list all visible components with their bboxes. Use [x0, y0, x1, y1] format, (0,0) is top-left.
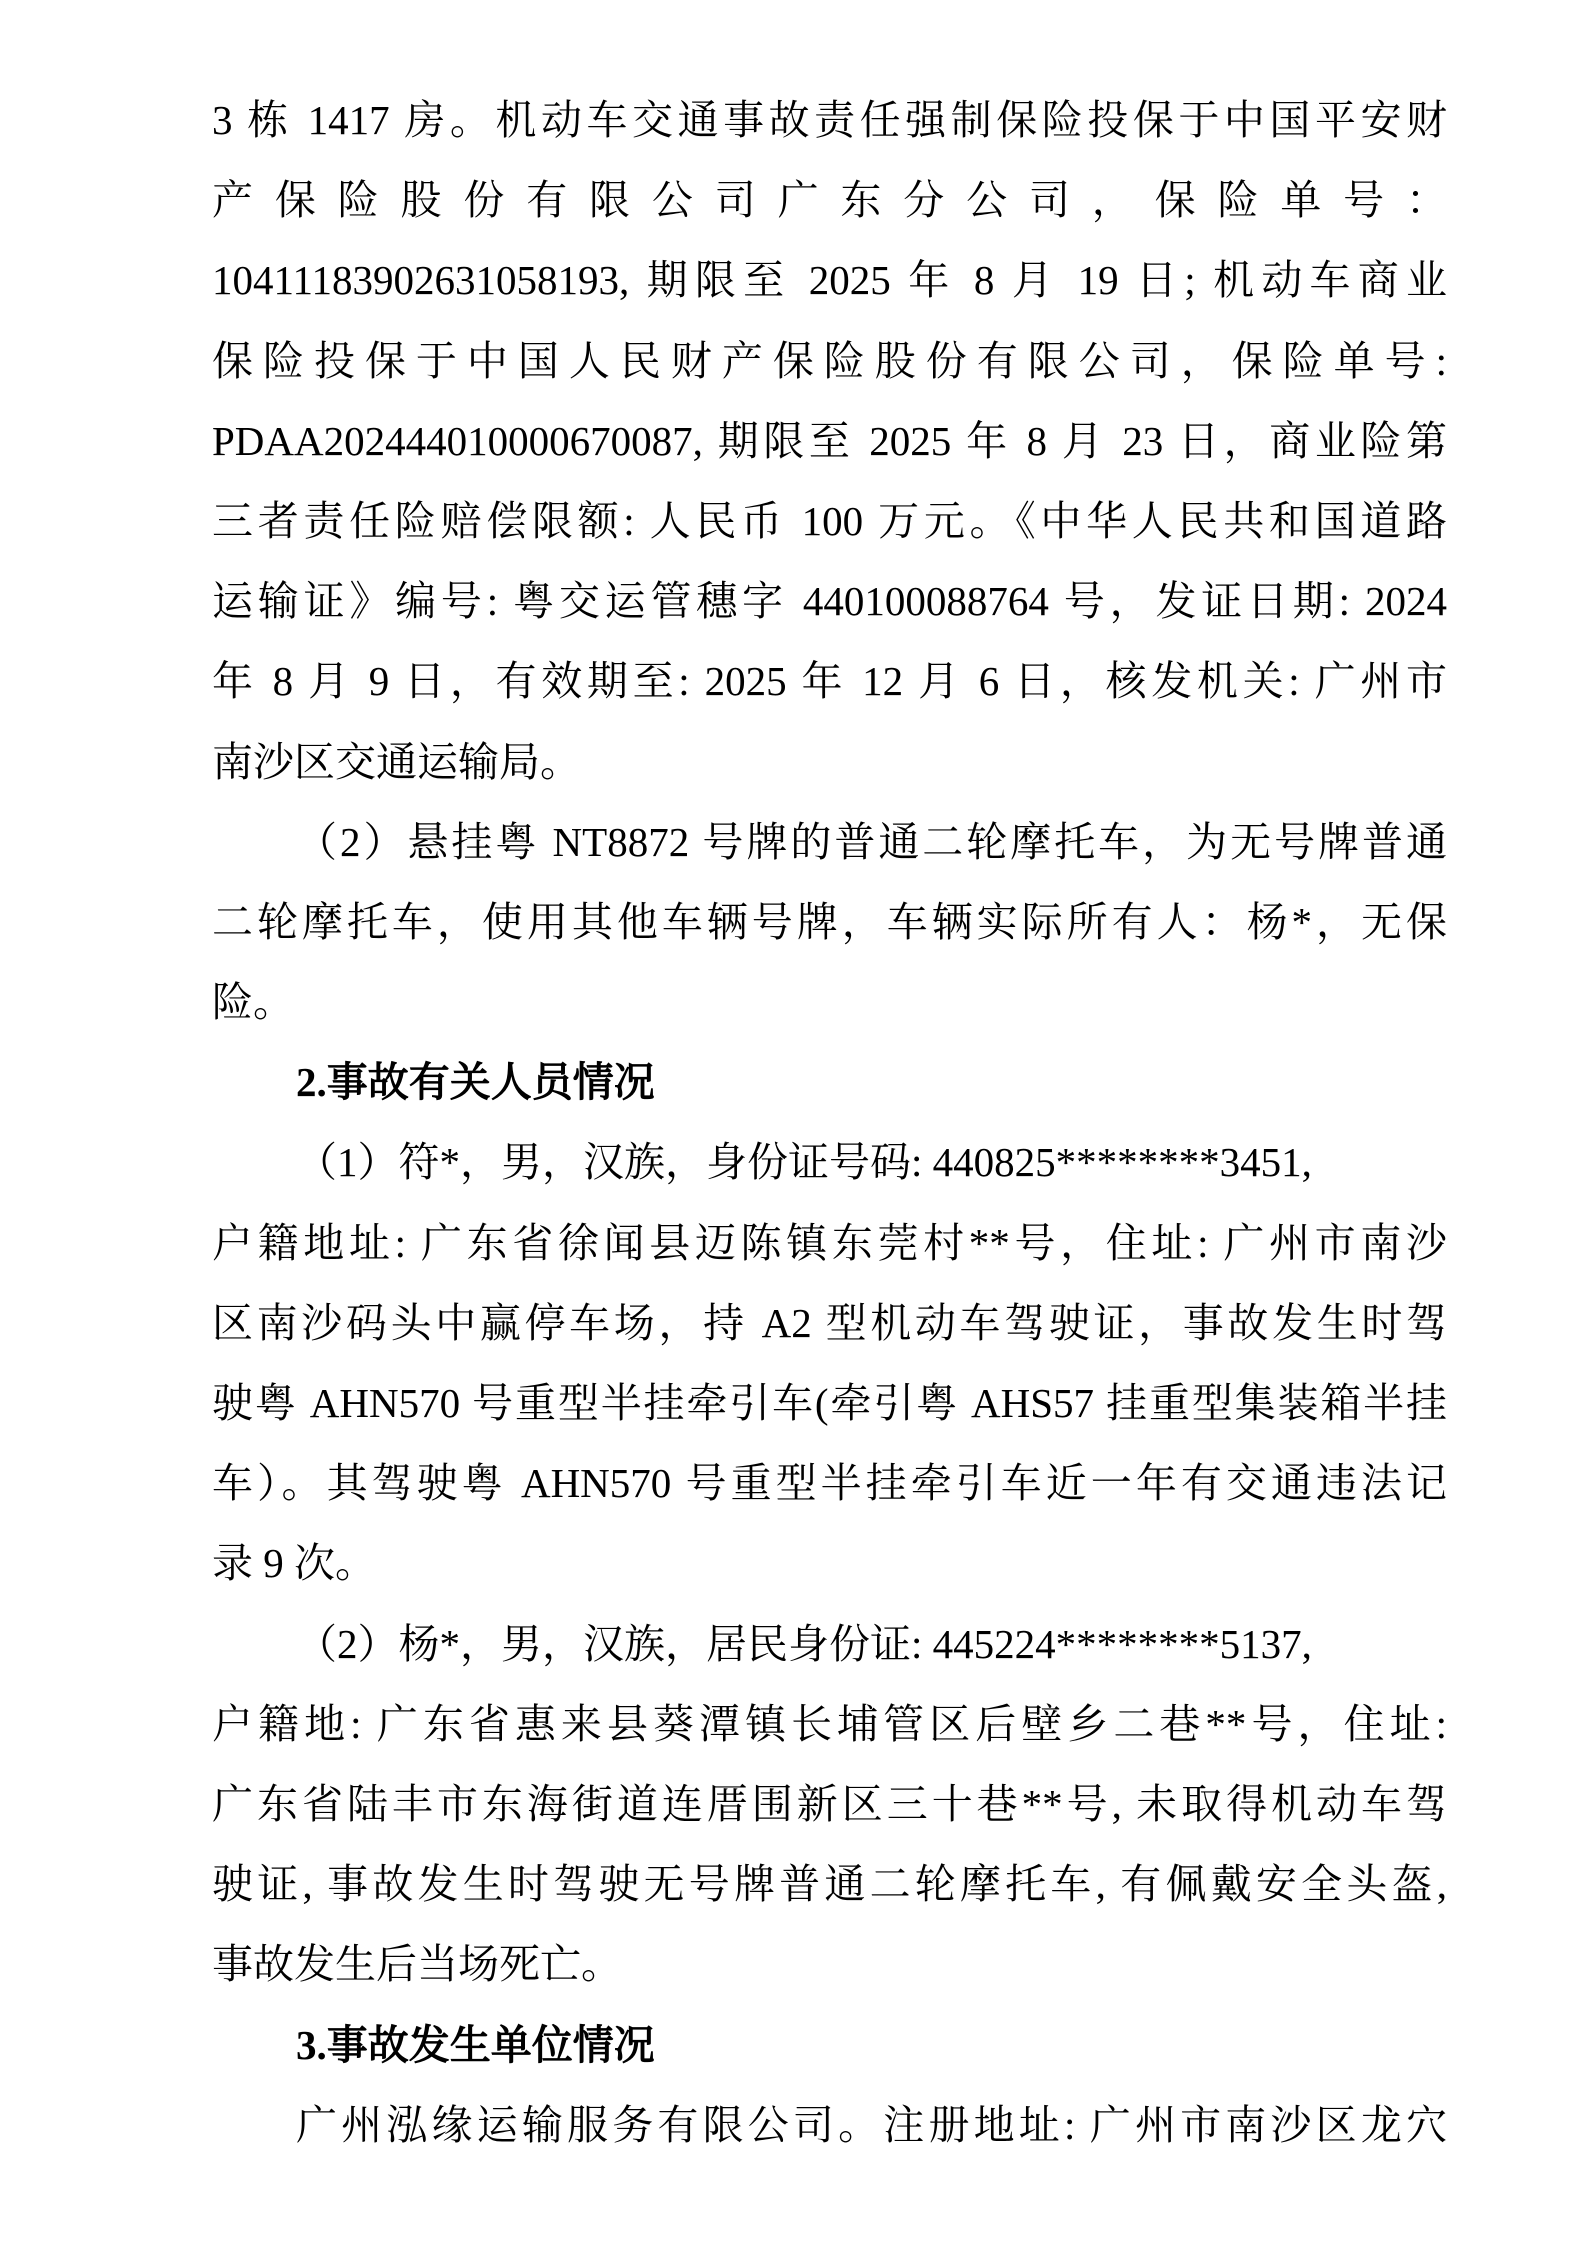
- body-line-12: 险。: [212, 979, 294, 1026]
- body-line-15: 户籍地址: 广东省徐闻县迈陈镇东莞村**号，住址: 广州市南沙: [212, 1219, 1447, 1266]
- body-line-4: 保险投保于中国人民财产保险股份有限公司，保险单号:: [212, 337, 1447, 384]
- body-line-11: 二轮摩托车，使用其他车辆号牌，车辆实际所有人：杨*，无保: [212, 898, 1447, 945]
- body-line-5: PDAA202444010000670087, 期限至 2025 年 8 月 23 日，商业险第: [212, 417, 1447, 464]
- body-line-23: 驶证, 事故发生时驾驶无号牌普通二轮摩托车, 有佩戴安全头盔,: [212, 1861, 1447, 1908]
- body-line-2: 产保险股份有限公司广东分公司，保险单号：: [212, 177, 1447, 224]
- body-line-19: 录 9 次。: [212, 1540, 376, 1587]
- body-line-7: 运输证》编号: 粤交运管穗字 440100088764 号，发证日期: 2024: [212, 578, 1447, 625]
- body-line-16: 区南沙码头中赢停车场，持 A2 型机动车驾驶证，事故发生时驾: [212, 1299, 1447, 1346]
- body-line-3: 10411183902631058193, 期限至 2025 年 8 月 19 日; 机动车商业: [212, 257, 1447, 304]
- body-line-17: 驶粤 AHN570 号重型半挂牵引车(牵引粤 AHS57 挂重型集装箱半挂: [212, 1380, 1447, 1426]
- body-line-6: 三者责任险赔偿限额: 人民币 100 万元。《中华人民共和国道路: [212, 497, 1447, 544]
- section-heading-3: 3.事故发生单位情况: [296, 2021, 655, 2068]
- body-line-21: 户籍地: 广东省惠来县葵潭镇长埔管区后壁乡二巷**号，住址:: [212, 1700, 1447, 1747]
- body-line-26: 广州泓缘运输服务有限公司。注册地址: 广州市南沙区龙穴: [296, 2101, 1447, 2148]
- body-line-24: 事故发生后当场死亡。: [212, 1941, 622, 1988]
- body-line-9: 南沙区交通运输局。: [212, 738, 581, 785]
- document-body: [212, 80, 1447, 2165]
- body-line-18: 车）。其驾驶粤 AHN570 号重型半挂牵引车近一年有交通违法记: [212, 1460, 1447, 1507]
- body-line-1: 3 栋 1417 房。机动车交通事故责任强制保险投保于中国平安财: [212, 97, 1447, 143]
- body-line-14: （1）符*，男，汉族，身份证号码: 440825********3451,: [296, 1139, 1312, 1186]
- body-line-20: （2）杨*，男，汉族，居民身份证: 445224********5137,: [296, 1620, 1312, 1667]
- body-line-10: （2）悬挂粤 NT8872 号牌的普通二轮摩托车，为无号牌普通: [296, 818, 1447, 865]
- body-line-8: 年 8 月 9 日，有效期至: 2025 年 12 月 6 日，核发机关: 广州市: [212, 658, 1447, 705]
- body-line-22: 广东省陆丰市东海街道连厝围新区三十巷**号, 未取得机动车驾: [212, 1780, 1447, 1827]
- section-heading-2: 2.事故有关人员情况: [296, 1059, 655, 1106]
